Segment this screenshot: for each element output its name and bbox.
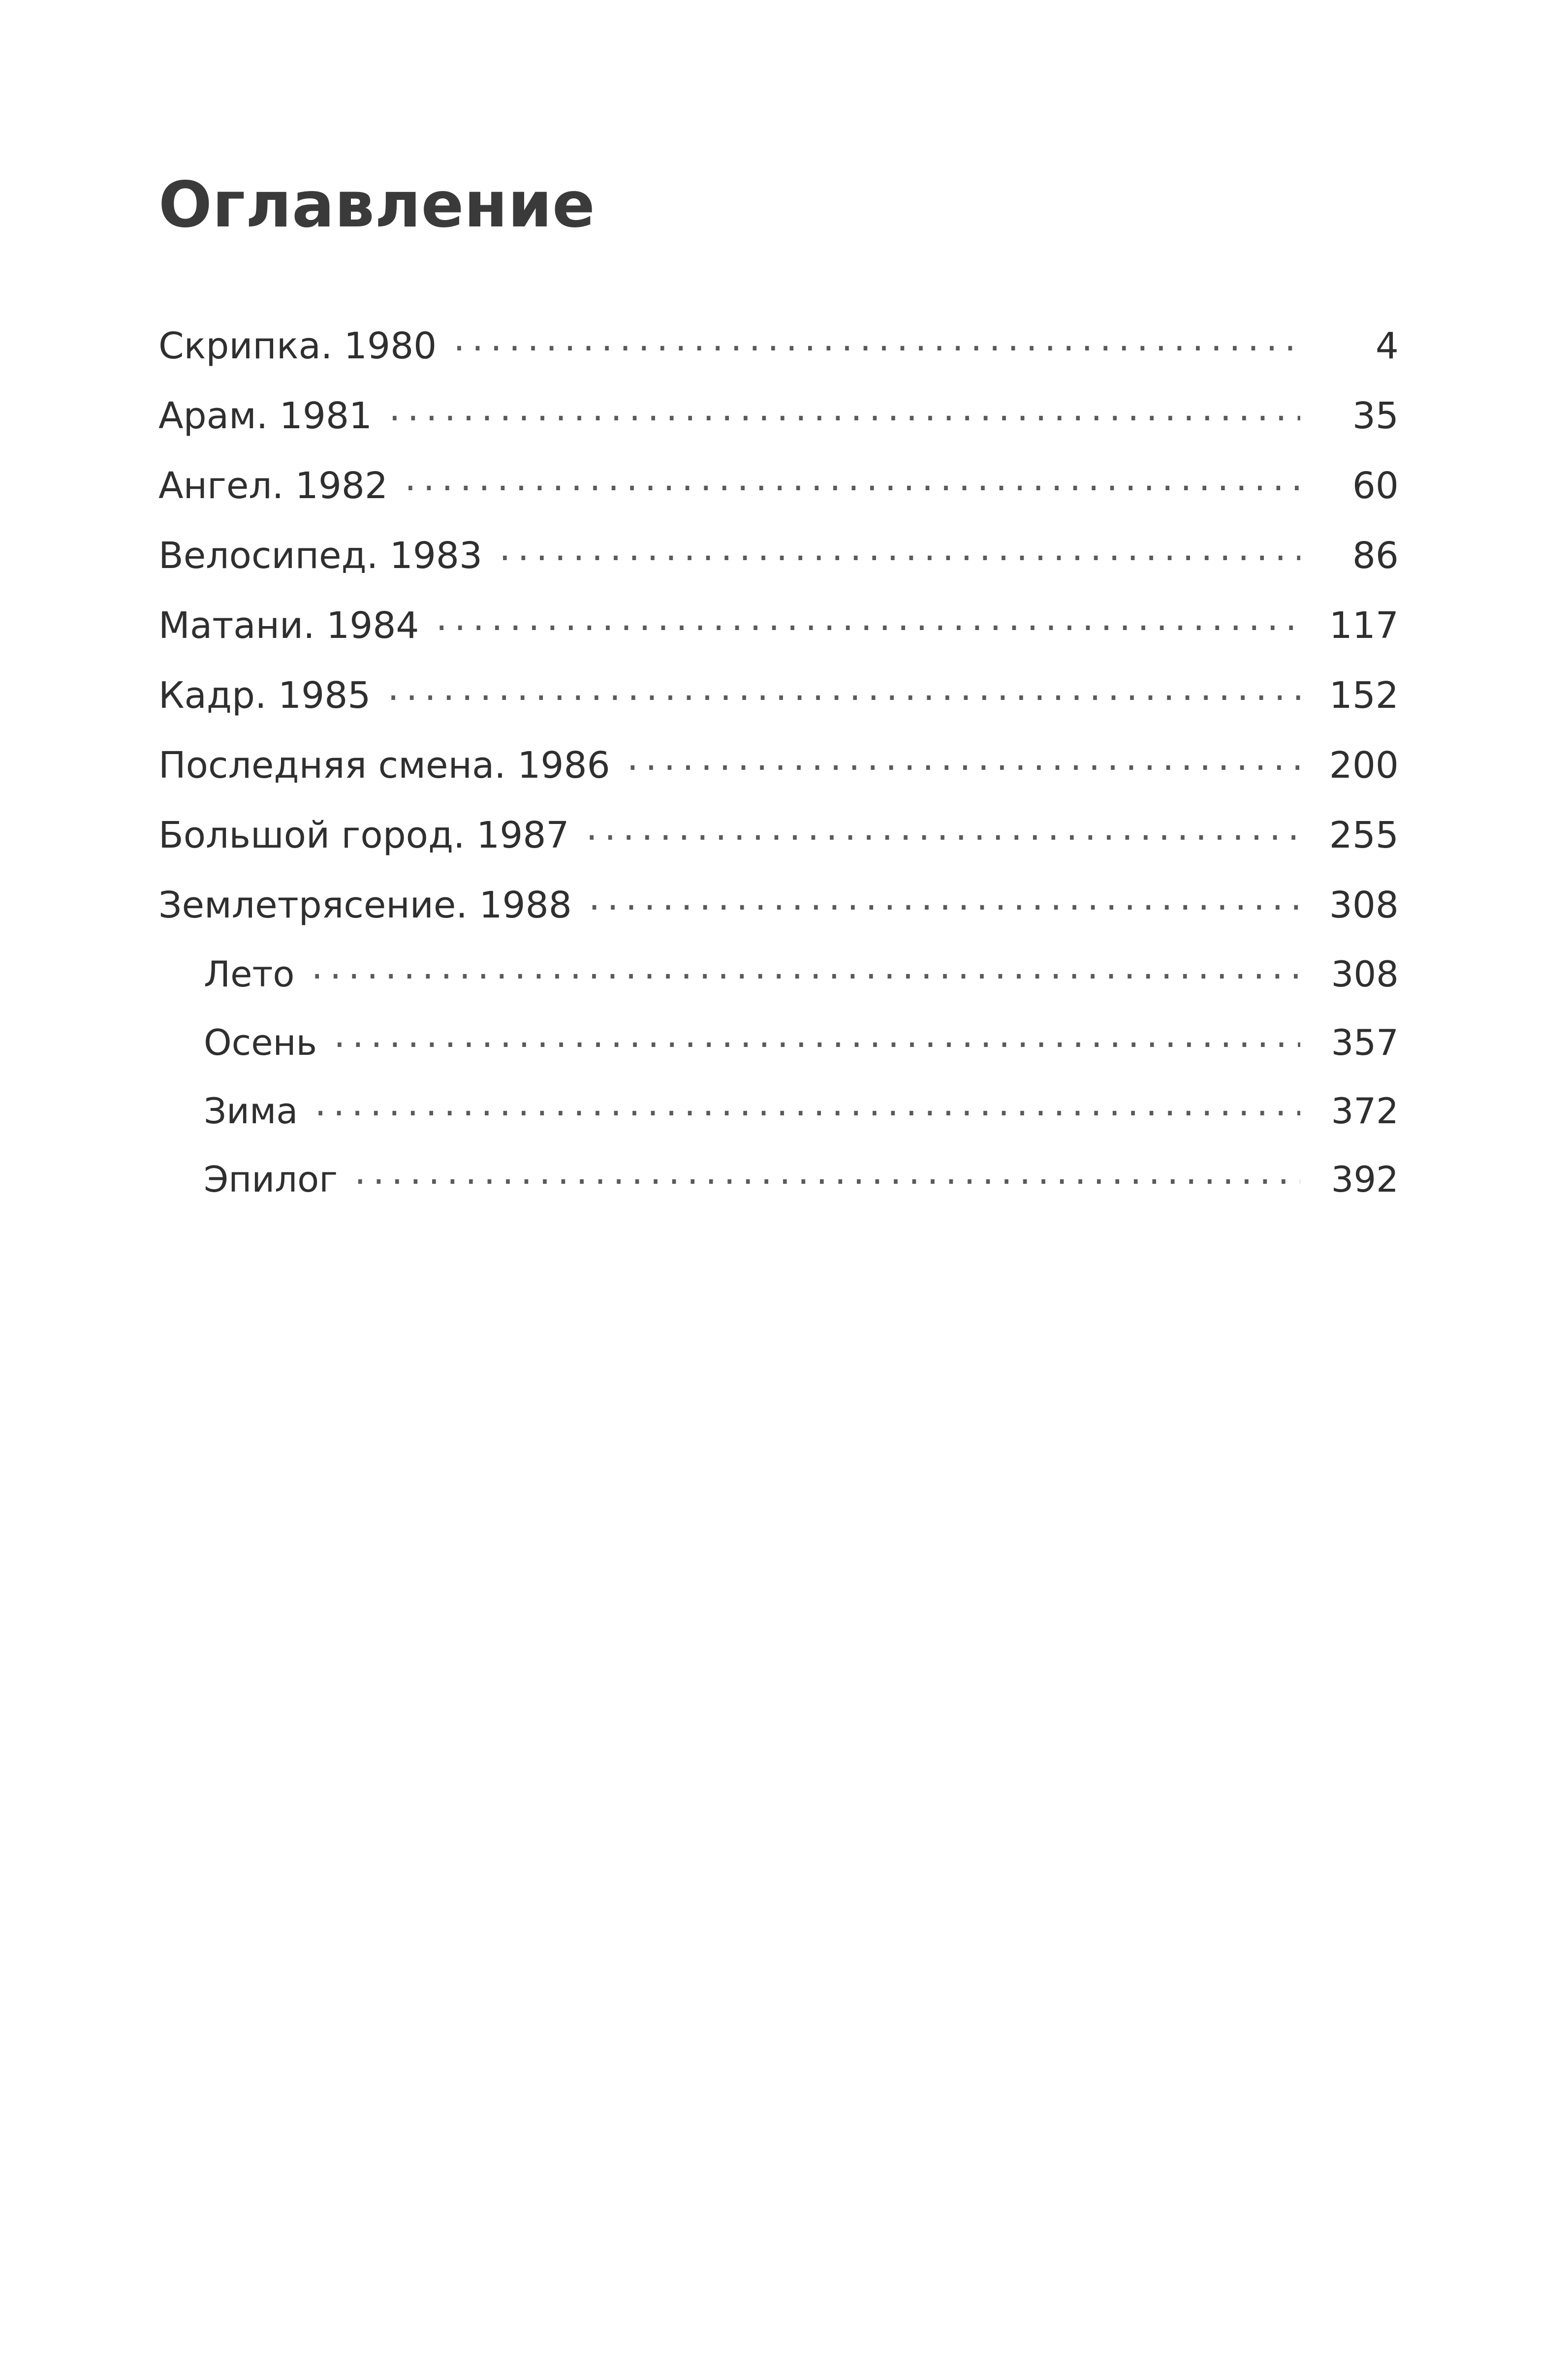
toc-leader-dots	[499, 532, 1300, 568]
toc-entry-label: Велосипед. 1983	[158, 535, 483, 577]
list-item[interactable]	[158, 951, 1399, 995]
toc-entry-page: 200	[1329, 744, 1399, 787]
list-item[interactable]	[158, 1156, 1399, 1201]
toc-entry-page: 308	[1331, 953, 1399, 995]
toc-leader-dots	[314, 1088, 1300, 1123]
toc-entry-page: 86	[1352, 535, 1399, 577]
toc-leader-dots	[589, 881, 1300, 917]
toc-entry-label: Эпилог	[204, 1159, 338, 1201]
list-item[interactable]	[158, 601, 1399, 647]
toc-leader-dots	[387, 671, 1300, 708]
list-item[interactable]	[158, 741, 1399, 787]
toc-entry-label: Скрипка. 1980	[158, 325, 437, 368]
list-item[interactable]	[158, 392, 1399, 438]
toc-entry-page: 117	[1329, 604, 1399, 647]
toc-entry-label: Зима	[204, 1090, 298, 1132]
toc-leader-dots	[586, 811, 1301, 848]
toc-entry-label: Кадр. 1985	[158, 674, 371, 717]
toc-entry-page: 255	[1329, 814, 1399, 857]
toc-leader-dots	[311, 951, 1300, 986]
page-title: Оглавление	[158, 168, 596, 242]
list-item[interactable]	[158, 322, 1399, 368]
list-item[interactable]	[158, 462, 1399, 507]
toc-entry-label: Ангел. 1982	[158, 465, 388, 507]
toc-leader-dots	[389, 392, 1300, 428]
toc-entry-label: Большой город. 1987	[158, 814, 569, 857]
toc-entry-label: Матани. 1984	[158, 604, 419, 647]
toc-entry-label: Арам. 1981	[158, 395, 373, 438]
table-of-contents	[158, 168, 1399, 1225]
list-item[interactable]	[158, 1088, 1399, 1132]
toc-entry-page: 152	[1329, 674, 1399, 717]
toc-list	[158, 322, 1399, 1201]
toc-entry-page: 392	[1331, 1159, 1399, 1201]
toc-entry-label: Осень	[204, 1022, 317, 1064]
toc-leader-dots	[627, 741, 1300, 778]
toc-entry-page: 357	[1331, 1022, 1399, 1064]
toc-entry-page: 60	[1352, 465, 1399, 507]
toc-leader-dots	[436, 601, 1301, 638]
toc-entry-label: Землетрясение. 1988	[158, 884, 572, 927]
toc-entry-label: Последняя смена. 1986	[158, 744, 610, 787]
toc-leader-dots	[334, 1019, 1300, 1055]
toc-leader-dots	[354, 1156, 1300, 1192]
toc-entry-page: 372	[1331, 1090, 1399, 1132]
toc-entry-page: 35	[1352, 395, 1399, 438]
list-item[interactable]	[158, 532, 1399, 577]
toc-entry-page: 308	[1329, 884, 1399, 927]
list-item[interactable]	[158, 811, 1399, 857]
list-item[interactable]	[158, 671, 1399, 717]
toc-entry-page: 4	[1375, 325, 1399, 368]
list-item[interactable]	[158, 881, 1399, 927]
toc-entry-label: Лето	[204, 953, 295, 995]
toc-leader-dots	[405, 462, 1300, 498]
toc-leader-dots	[453, 322, 1300, 358]
list-item[interactable]	[158, 1019, 1399, 1064]
